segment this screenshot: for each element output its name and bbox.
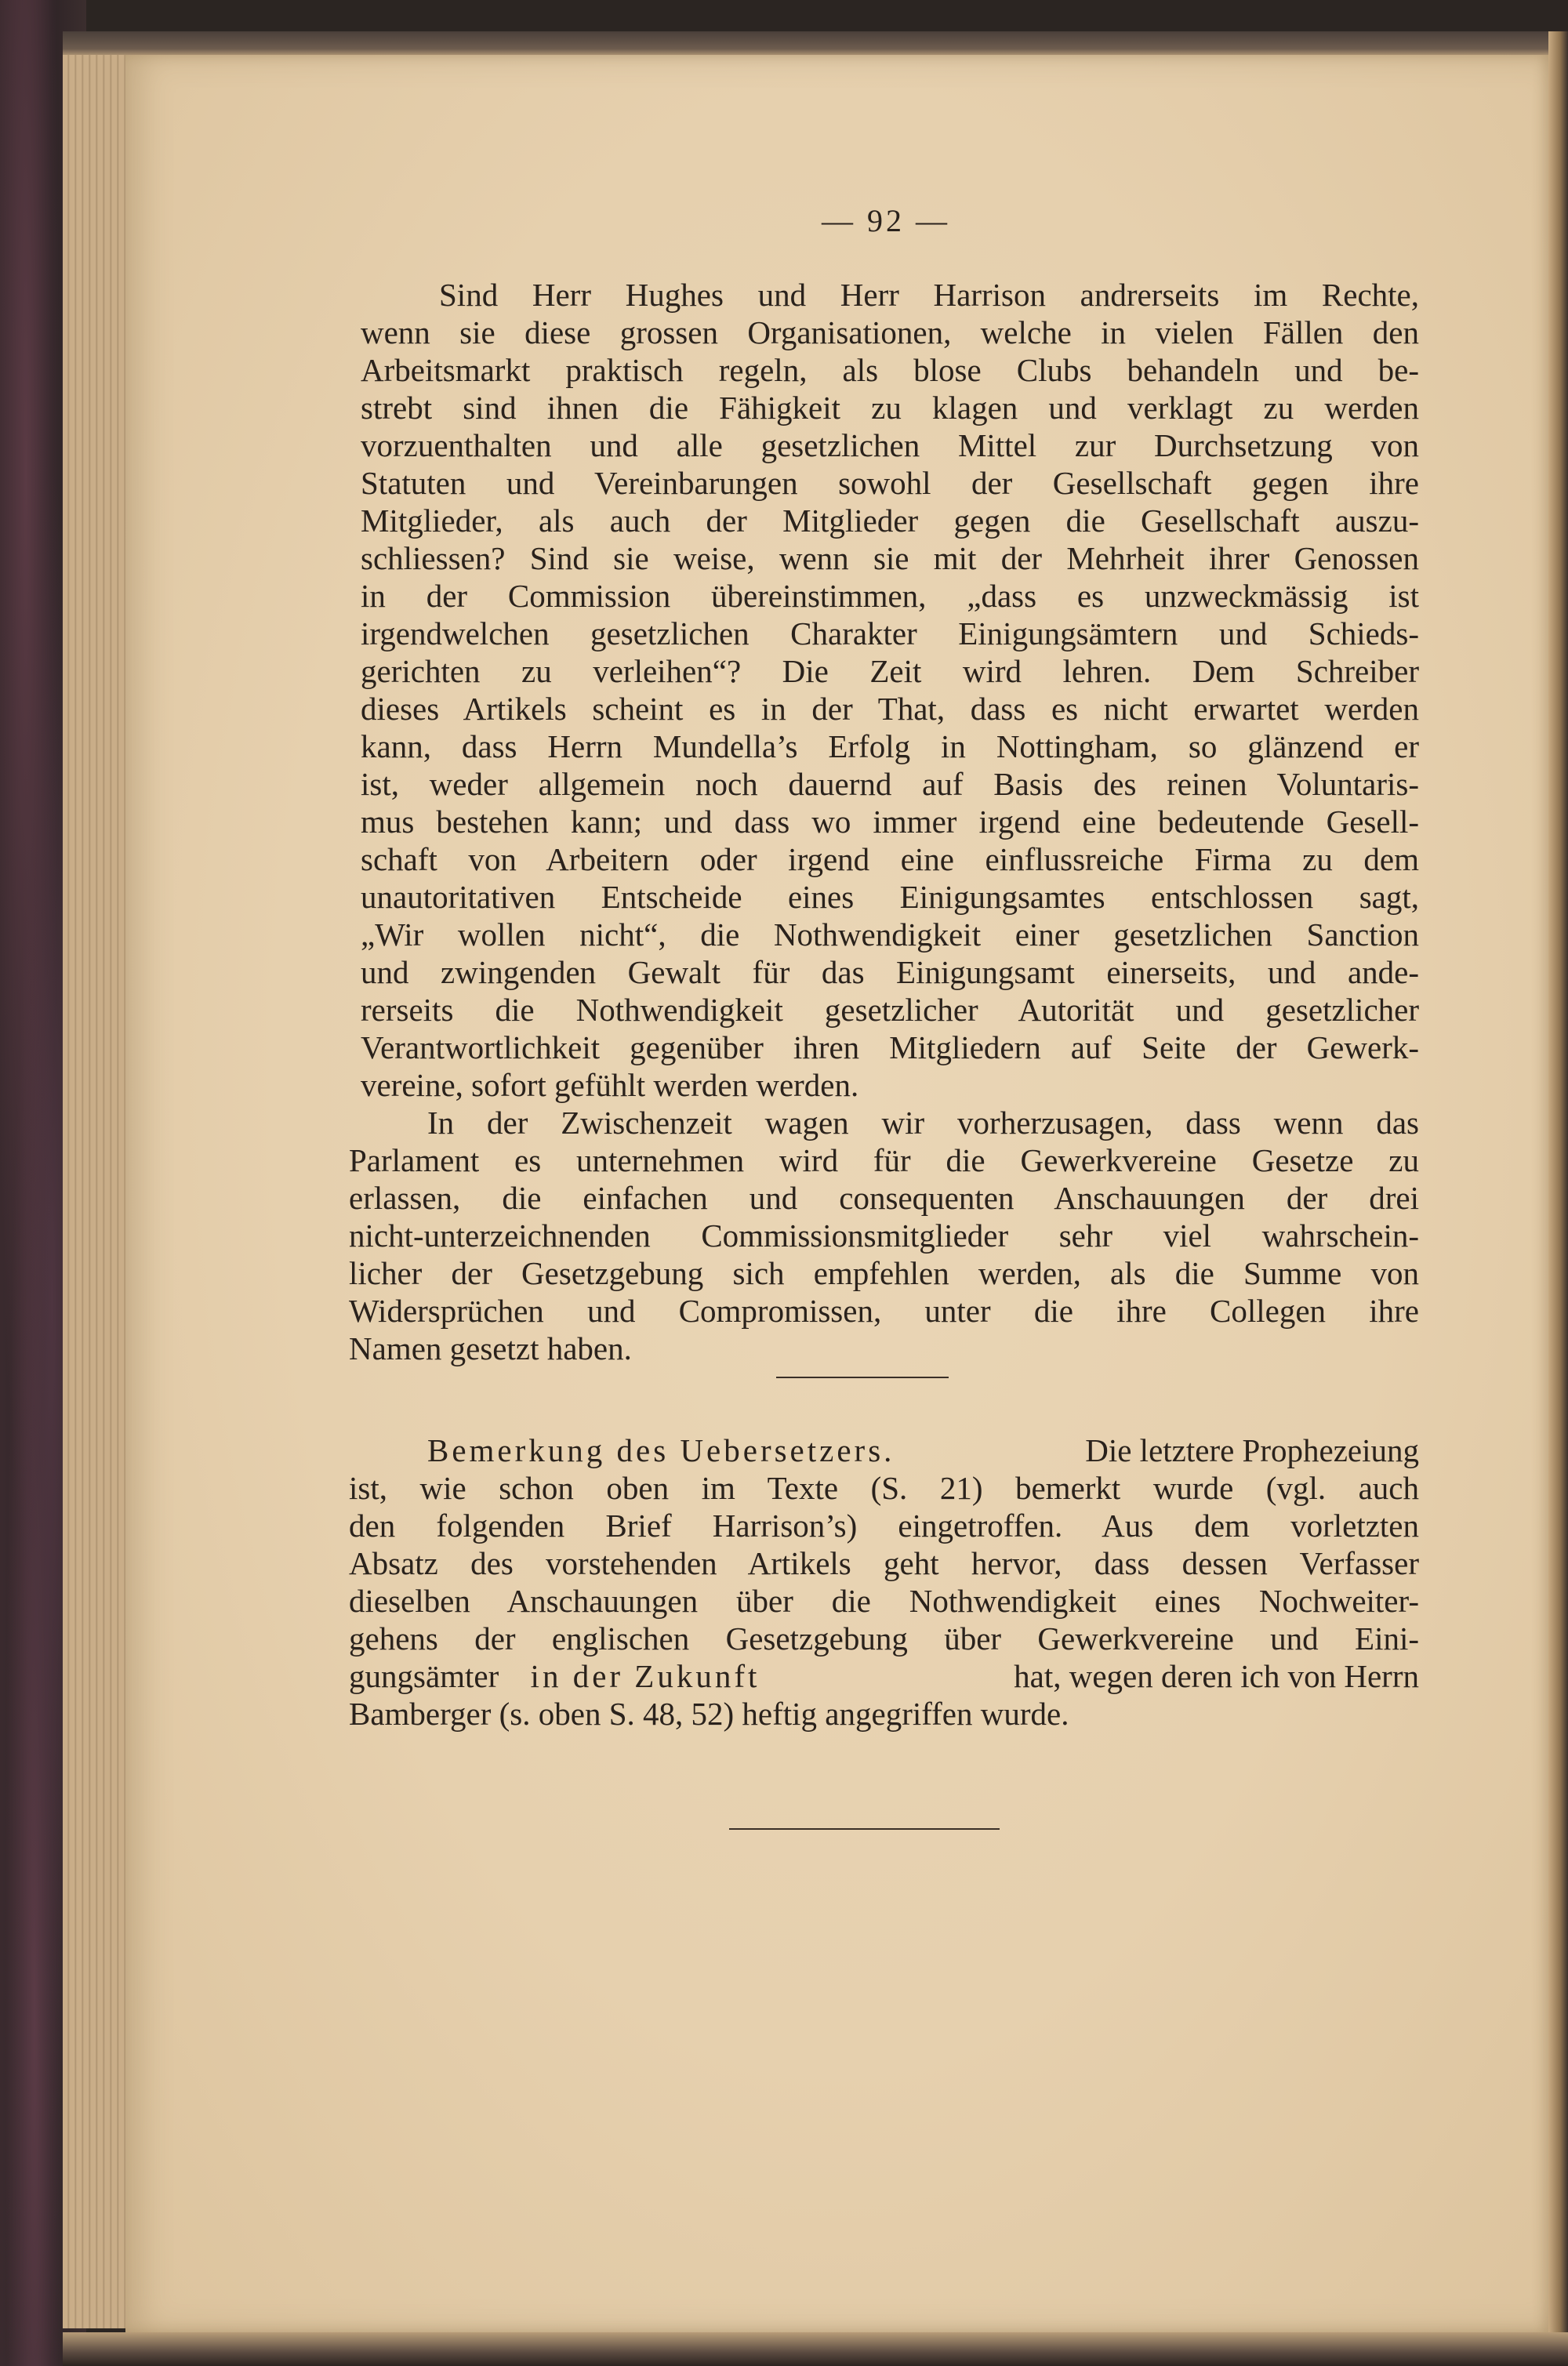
text-line: gehens der englischen Gesetzgebung über Gewerkvereine und Eini- [349,1620,1419,1657]
text-line: unautoritativen Entscheide eines Einigungsamtes entschlossen sagt, [361,879,1419,915]
text-line: Namen gesetzt haben. [349,1330,632,1366]
text-line: Statuten und Vereinbarungen sowohl der Gesellschaft gegen ihre [361,465,1419,501]
text-line: und zwingenden Gewalt für das Einigungsamt einerseits, und ande- [361,954,1419,990]
text-line: kann, dass Herrn Mundella’s Erfolg in Nottingham, so glänzend er [361,728,1419,764]
text-line: in der Commission übereinstimmen, „dass es unzweckmässig ist [361,578,1419,614]
separator-rule [776,1377,949,1378]
text-line: Verantwortlichkeit gegenüber ihren Mitgliedern auf Seite der Gewerk- [361,1029,1419,1065]
note-line-spaced [349,1657,1419,1695]
text-line: schliessen? Sind sie weise, wenn sie mit der Mehrheit ihrer Genossen [361,540,1419,576]
text-line: ist, wie schon oben im Texte (S. 21) bemerkt wurde (vgl. auch [349,1470,1419,1506]
page-number: — 92 — [822,203,950,238]
note-word: gungsämter [349,1658,499,1694]
text-line: erlassen, die einfachen und consequenten Anschauungen der drei [349,1180,1419,1216]
text-line: gerichten zu verleihen“? Die Zeit wird lehren. Dem Schreiber [361,653,1419,689]
text-line: In der Zwischenzeit wagen wir vorherzusagen, dass wenn das [427,1105,1419,1141]
text-line: mus bestehen kann; und dass wo immer irgend eine bedeutende Gesell- [361,804,1419,840]
text-line: schaft von Arbeitern oder irgend eine einflussreiche Firma zu dem [361,841,1419,877]
text-line: irgendwelchen gesetzlichen Charakter Einigungsämtern und Schieds- [361,615,1419,651]
page-bottom-edge [63,2332,1568,2366]
text-line: vereine, sofort gefühlt werden werden. [361,1067,859,1103]
text-line: Bamberger (s. oben S. 48, 52) heftig angegriffen wurde. [349,1696,1069,1732]
note-line-end: hat, wegen deren ich von Herrn [1014,1658,1419,1694]
text-line: Widersprüchen und Compromissen, unter die ihre Collegen ihre [349,1293,1419,1329]
text-line: Mitglieder, als auch der Mitglieder gegen die Gesellschaft auszu- [361,503,1419,539]
text-line: Parlament es unternehmen wird für die Gewerkvereine Gesetze zu [349,1142,1419,1178]
text-line: Absatz des vorstehenden Artikels geht hervor, dass dessen Verfasser [349,1545,1419,1581]
text-line: „Wir wollen nicht“, die Nothwendigkeit einer gesetzlichen Sanction [361,916,1419,953]
text-line: nicht-unterzeichnenden Commissionsmitglieder sehr viel wahrschein- [349,1217,1419,1254]
text-line: vorzuenthalten und alle gesetzlichen Mittel zur Durchsetzung von [361,427,1419,463]
text-line: dieses Artikels scheint es in der That, dass es nicht erwartet werden [361,691,1419,727]
text-line: Sind Herr Hughes und Herr Harrison andrerseits im Rechte, [439,277,1419,313]
text-line: dieselben Anschauungen über die Nothwendigkeit eines Nochweiter- [349,1583,1419,1619]
end-rule [729,1828,1000,1830]
text-line: licher der Gesetzgebung sich empfehlen werden, als die Summe von [349,1255,1419,1291]
note-heading: Bemerkung des Uebersetzers. [427,1432,895,1468]
text-line: ist, weder allgemein noch dauernd auf Basis des reinen Voluntaris- [361,766,1419,802]
text-line: den folgenden Brief Harrison’s) eingetroffen. Aus dem vorletzten [349,1508,1419,1544]
page-right-edge [1548,31,1568,2352]
text-line: wenn sie diese grossen Organisationen, welche in vielen Fällen den [361,314,1419,350]
note-first-rest: Die letztere Prophezeiung [1085,1432,1419,1468]
note-first-line [427,1432,1419,1469]
page-top-edge [63,31,1568,56]
text-line: Arbeitsmarkt praktisch regeln, als blose Clubs behandeln und be- [361,352,1419,388]
text-line: strebt sind ihnen die Fähigkeit zu klagen und verklagt zu werden [361,390,1419,426]
text-line: rerseits die Nothwendigkeit gesetzlicher Autorität und gesetzlicher [361,992,1419,1028]
note-spaced-phrase: in der Zukunft [530,1658,760,1694]
